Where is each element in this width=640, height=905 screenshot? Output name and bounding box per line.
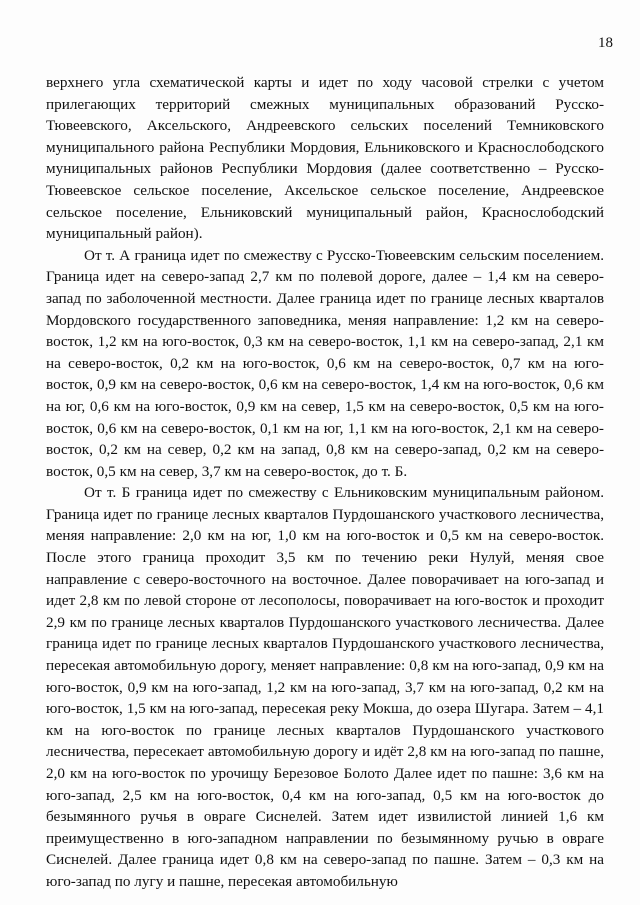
- paragraph-point-a: От т. А граница идет по смежеству с Русско-Тювеевским сельским поселением. Граница идет на северо-запад 2,7 км по полевой дороге, далее – 1,4 км на северо-запад по заболоченной местности. Далее граница идет по границе лесных кварталов Мордовского государственного заповедника, меняя направление: 1,2 км на северо-восток, 1,2 км на юго-восток, 0,3 км на северо-восток, 1,1 км на северо-запад, 2,1 км на северо-восток, 0,2 км на юго-восток, 0,6 км на северо-восток, 0,7 км на юго-восток, 0,9 км на северо-восток, 0,6 км на северо-восток, 1,4 км на юго-восток, 0,6 км на юг, 0,6 км на юго-восток, 0,9 км на север, 1,5 км на северо-восток, 0,5 км на юго-восток, 0,6 км на северо-восток, 0,1 км на юг, 1,1 км на юго-восток, 2,1 км на северо-восток, 0,2 км на север, 0,2 км на запад, 0,8 км на северо-запад, 0,2 км на северо-восток, 0,5 км на север, 3,7 км на северо-восток, до т. Б.: [46, 246, 604, 480]
- paragraph-continuation: верхнего угла схематической карты и идет по ходу часовой стрелки с учетом прилегающих территорий смежных муниципальных образований Русско-Тювеевского, Аксельского, Андреевского сельских поселений Темниковского муниципального района Республики Мордовия, Ельниковского и Краснослободского муниципальных районов Республики Мордовия (далее соответственно – Русско-Тювеевское сельское поселение, Аксельское сельское поселение, Андреевское сельское поселение, Ельниковский муниципальный район, Краснослободский муниципальный район).: [46, 74, 604, 243]
- paragraph-point-b: От т. Б граница идет по смежеству с Ельниковским муниципальным районом. Граница идет по границе лесных кварталов Пурдошанского участкового лесничества, меняя направление: 2,0 км на юг, 1,0 км на юго-восток и 0,5 км на северо-восток. После этого граница проходит 3,5 км по течению реки Нулуй, меняя свое направление с северо-восточного на восточное. Далее поворачивает на юго-запад и идет 2,8 км по левой стороне от лесополосы, поворачивает на юго-восток и проходит 2,9 км по границе лесных кварталов Пурдошанского участкового лесничества. Далее граница идет по границе лесных кварталов Пурдошанского участкового лесничества, пересекая автомобильную дорогу, меняет направление: 0,8 км на юго-запад, 0,9 км на юго-восток, 0,9 км на юго-запад, 1,2 км на юго-запад, 3,7 км на юго-запад, 0,2 км на юго-восток, 1,5 км на юго-запад, пересекая реку Мокша, до озера Шугара. Затем – 4,1 км на юго-восток по границе лесных кварталов Пурдошанского участкового лесничества, пересекает автомобильную дорогу и идёт 2,8 км на юго-запад по пашне, 2,0 км на юго-восток по урочищу Березовое Болото Далее идет по пашне: 3,6 км на юго-запад, 2,5 км на юго-восток, 0,4 км на юго-запад, 0,5 км на юго-восток до безымянного ручья в овраге Сиснелей. Затем идет извилистой линией 1,6 км преимущественно в юго-западном направлении по безымянному ручью в овраге Сиснелей. Далее граница идет 0,8 км на северо-запад по пашне. Затем – 0,3 км на юго-запад по лугу и пашне, пересекая автомобильную: [46, 484, 604, 890]
- page-number: 18: [598, 35, 613, 51]
- document-body: [46, 72, 604, 893]
